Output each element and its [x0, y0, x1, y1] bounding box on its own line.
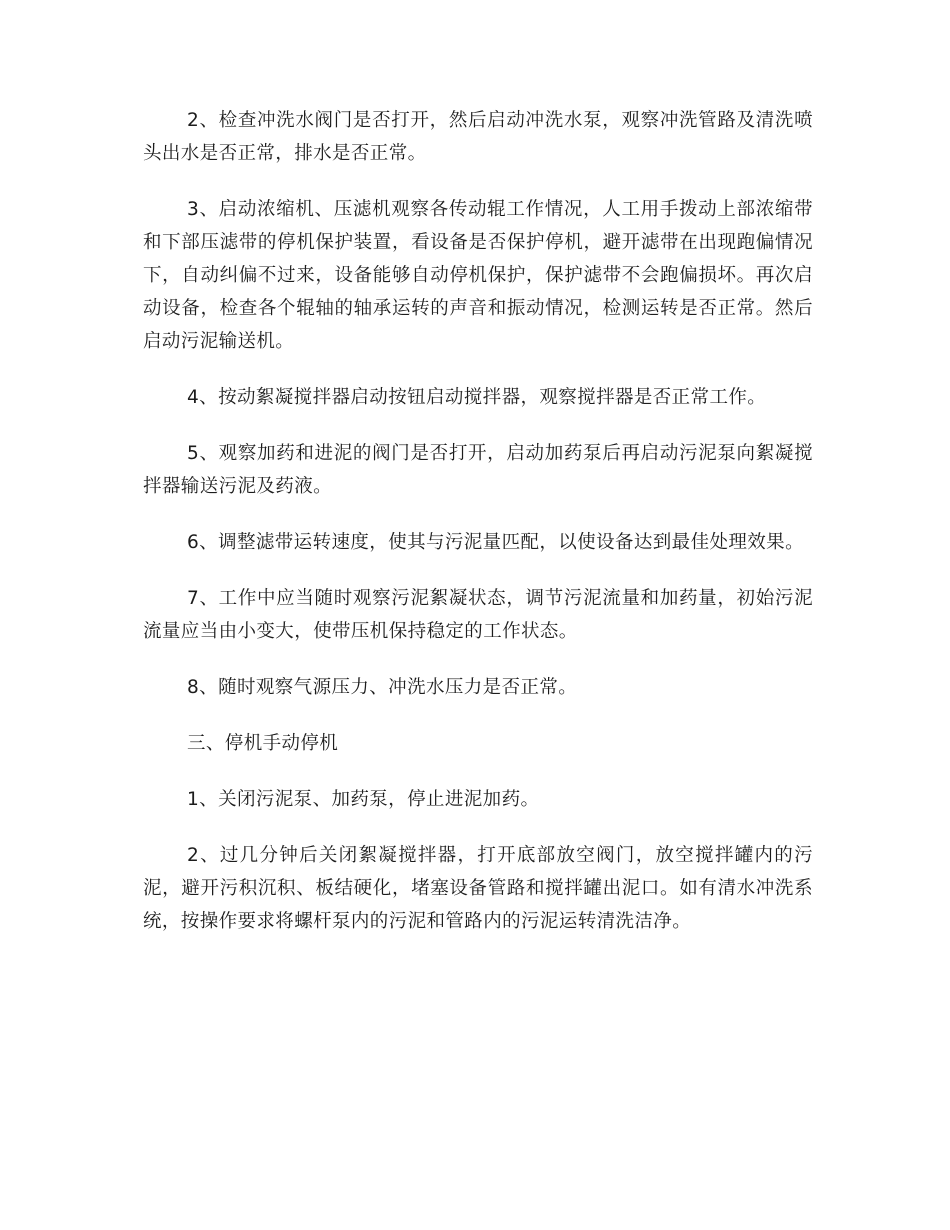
paragraph-step-2-flush-valve: 2、检查冲洗水阀门是否打开，然后启动冲洗水泵，观察冲洗管路及清洗喷头出水是否正常，排水是否正常。	[143, 110, 813, 164]
paragraph-step-6-belt-speed: 6、调整滤带运转速度，使其与污泥量匹配，以使设备达到最佳处理效果。	[187, 532, 804, 553]
paragraph-step-3-start-machines: 3、启动浓缩机、压滤机观察各传动辊工作情况，人工用手拨动上部浓缩带和下部压滤带的停机保护装置，看设备是否保护停机，避开滤带在出现跑偏情况下，自动纠偏不过来，设备能够自动停机保护，保护滤带不会跑偏损坏。再次启动设备，检查各个辊轴的轴承运转的声音和振动情况，检测运转是否正常。然后启动污泥输送机。	[143, 199, 813, 352]
paragraph-step-4-mixer: 4、按动絮凝搅拌器启动按钮启动搅拌器，观察搅拌器是否正常工作。	[187, 387, 767, 408]
paragraph-step-7-flocculation: 7、工作中应当随时观察污泥絮凝状态，调节污泥流量和加药量，初始污泥流量应当由小变大，使带压机保持稳定的工作状态。	[143, 588, 813, 642]
section-heading-shutdown: 三、停机手动停机	[187, 733, 339, 754]
paragraph-shutdown-step-1: 1、关闭污泥泵、加药泵，停止进泥加药。	[187, 789, 540, 810]
paragraph-shutdown-step-2: 2、过几分钟后关闭絮凝搅拌器，打开底部放空阀门，放空搅拌罐内的污泥，避开污积沉积、板结硬化，堵塞设备管路和搅拌罐出泥口。如有清水冲洗系统，按操作要求将螺杆泵内的污泥和管路内的污泥运转清洗洁净。	[143, 845, 813, 932]
paragraph-step-5-dosing: 5、观察加药和进泥的阀门是否打开，启动加药泵后再启动污泥泵向絮凝搅拌器输送污泥及药液。	[143, 443, 813, 497]
document-body	[143, 104, 813, 961]
paragraph-step-8-pressure: 8、随时观察气源压力、冲洗水压力是否正常。	[187, 677, 578, 698]
